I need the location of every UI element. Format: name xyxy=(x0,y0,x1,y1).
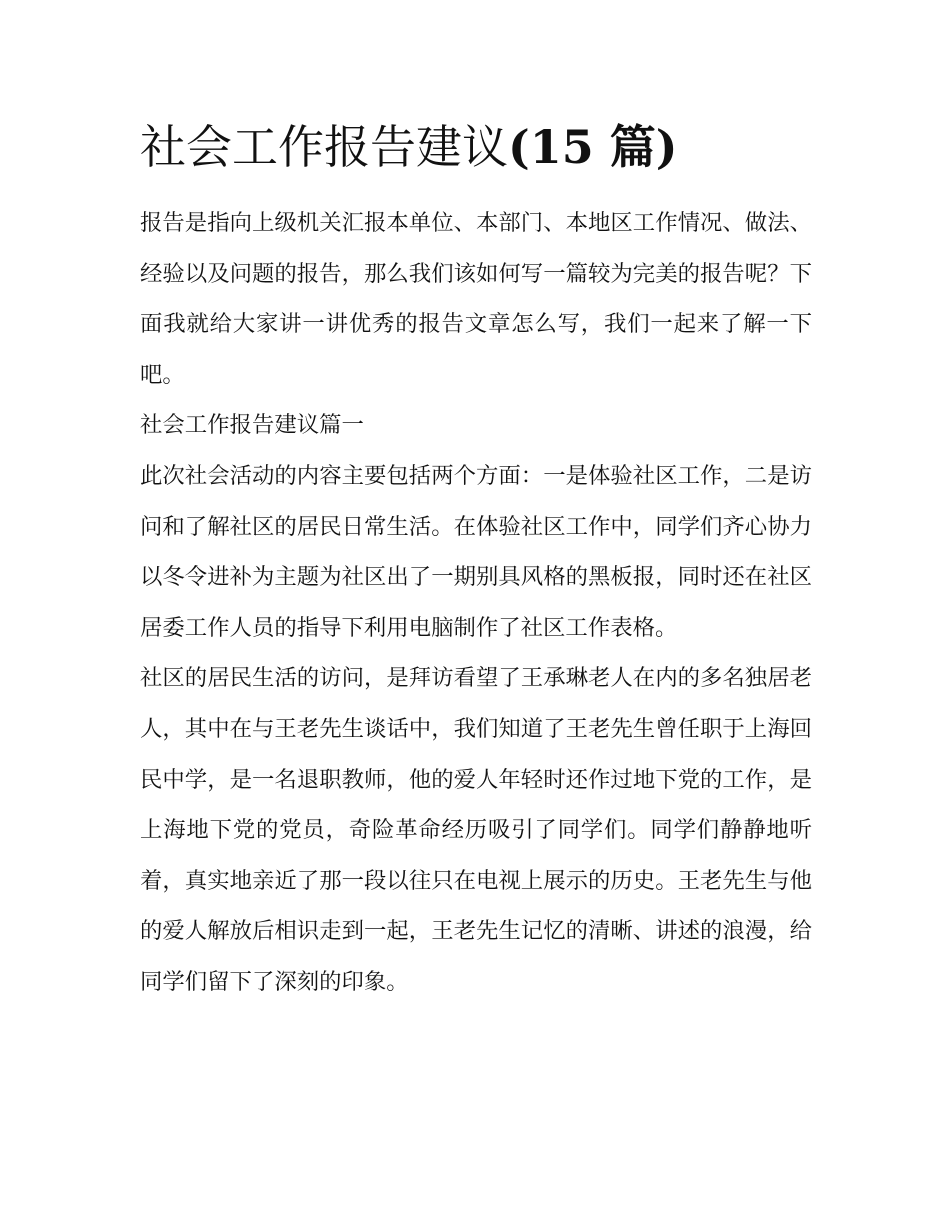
section-heading: 社会工作报告建议篇一 xyxy=(140,412,364,439)
intro-paragraph: 报告是指向上级机关汇报本单位、本部门、本地区工作情况、做法、经验以及问题的报告，那么我们该如何写一篇较为完美的报告呢？下面我就给大家讲一讲优秀的报告文章怎么写，我们一起来了解一下吧。 xyxy=(140,210,812,388)
title-main: 社会工作报告建议 xyxy=(140,120,508,174)
title-suffix: (15 篇) xyxy=(508,120,678,174)
document-body xyxy=(140,118,812,1008)
body-paragraph-1: 此次社会活动的内容主要包括两个方面：一是体验社区工作，二是访问和了解社区的居民日常生活。在体验社区工作中，同学们齐心协力以冬令进补为主题为社区出了一期别具风格的黑板报，同时还在社区居委工作人员的指导下利用电脑制作了社区工作表格。 xyxy=(140,462,812,641)
body-paragraph-2: 社区的居民生活的访问，是拜访看望了王承琳老人在内的多名独居老人，其中在与王老先生谈话中，我们知道了王老先生曾任职于上海回民中学，是一名退职教师，他的爱人年轻时还作过地下党的工作，是上海地下党的党员，奇险革命经历吸引了同学们。同学们静静地听着，真实地亲近了那一段以往只在电视上展示的历史。王老先生与他的爱人解放后相识走到一起，王老先生记忆的清晰、讲述的浪漫，给同学们留下了深刻的印象。 xyxy=(140,665,812,995)
document-title xyxy=(140,118,812,176)
